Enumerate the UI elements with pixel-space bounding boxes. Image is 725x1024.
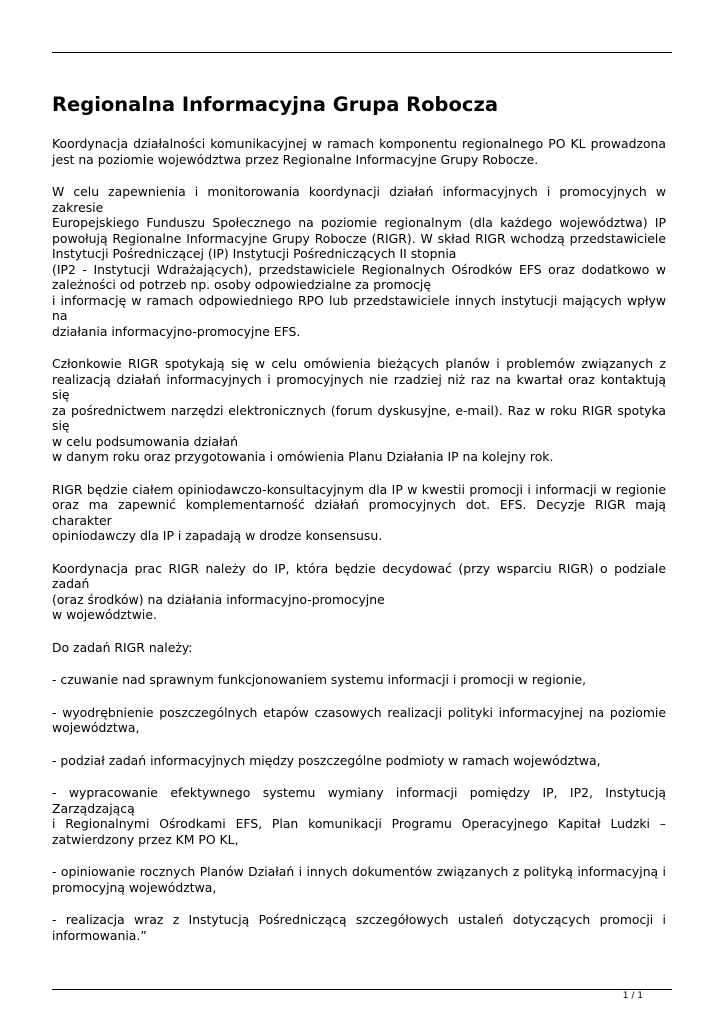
text-line: zatwierdzony przez KM PO KL, xyxy=(52,831,239,847)
paragraph xyxy=(52,640,666,656)
text-line: (oraz środków) na działania informacyjno-promocyjne xyxy=(52,591,385,607)
text-line: działania informacyjno-promocyjne EFS. xyxy=(52,323,301,339)
paragraph xyxy=(52,482,666,544)
text-line: - czuwanie nad sprawnym funkcjonowaniem systemu informacji i promocji w regionie, xyxy=(52,672,587,687)
text-line: Koordynacja działalności komunikacyjnej w ramach komponentu regionalnego PO KL prowadzona xyxy=(52,136,666,151)
header-rule xyxy=(52,52,672,53)
text-line: - wypracowanie efektywnego systemu wymiany informacji pomiędzy IP, IP2, Instytucją Zarządzającą xyxy=(52,785,666,816)
document-body xyxy=(52,90,666,960)
paragraph-list xyxy=(52,136,666,943)
text-line: W celu zapewnienia i monitorowania koordynacji działań informacyjnych i promocyjnych w zakresie xyxy=(52,184,666,215)
text-line: - podział zadań informacyjnych między poszczególne podmioty w ramach województwa, xyxy=(52,752,601,768)
footer-rule xyxy=(52,989,672,990)
paragraph xyxy=(52,785,666,847)
text-line: opiniodawczy dla IP i zapadają w drodze konsensusu. xyxy=(52,528,383,543)
text-line: Instytucji Pośredniczącej (IP) Instytucji Pośredniczących II stopnia xyxy=(52,246,457,261)
paragraph xyxy=(52,705,666,736)
paragraph xyxy=(52,136,666,167)
text-line: RIGR będzie ciałem opiniodawczo-konsultacyjnym dla IP w kwestii promocji i informacji w regionie xyxy=(52,481,666,497)
paragraph xyxy=(52,356,666,465)
text-line: realizacją działań informacyjnych i promocyjnych nie rzadziej niż raz na kwartał oraz kontaktują się xyxy=(52,371,666,402)
text-line: w danym roku oraz przygotowania i omówienia Planu Działania IP na kolejny rok. xyxy=(52,449,554,464)
text-line: województwa, xyxy=(52,720,140,735)
text-line: i informację w ramach odpowiedniego RPO lub przedstawiciele innych instytucji mających wpływ na xyxy=(52,292,666,323)
text-line: jest na poziomie województwa przez Regionalne Informacyjne Grupy Robocze. xyxy=(52,151,539,167)
text-line: (IP2 - Instytucji Wdrażających), przedstawiciele Regionalnych Ośrodków EFS oraz dodatkowo w xyxy=(52,261,666,277)
text-line: oraz ma zapewnić komplementarność działań promocyjnych dot. EFS. Decyzje RIGR mają charakter xyxy=(52,497,666,528)
paragraph xyxy=(52,184,666,339)
text-line: za pośrednictwem narzędzi elektronicznych (forum dyskusyjne, e-mail). Raz w roku RIGR spotyka się xyxy=(52,402,666,433)
text-line: Europejskiego Funduszu Społecznego na poziomie regionalnym (dla każdego województwa) IP xyxy=(52,215,666,230)
text-line: Koordynacja prac RIGR należy do IP, która będzie decydować (przy wsparciu RIGR) o podziale zadań xyxy=(52,560,666,591)
text-line: w województwie. xyxy=(52,607,157,622)
text-line: - realizacja wraz z Instytucją Pośredniczącą szczegółowych ustaleń dotyczących promocji i xyxy=(52,912,666,927)
text-line: powołują Regionalne Informacyjne Grupy Robocze (RIGR). W skład RIGR wchodzą przedstawiciele xyxy=(52,230,666,246)
text-line: Do zadań RIGR należy: xyxy=(52,639,193,655)
text-line: zależności od potrzeb np. osoby odpowiedzialne za promocję xyxy=(52,277,431,292)
text-line: Członkowie RIGR spotykają się w celu omówienia bieżących planów i problemów związanych z xyxy=(52,356,666,371)
page-number: 1 / 1 xyxy=(622,991,643,1001)
paragraph xyxy=(52,561,666,623)
text-line: - wyodrębnienie poszczególnych etapów czasowych realizacji polityki informacyjnej na poziomie xyxy=(52,704,666,720)
text-line: promocyjną województwa, xyxy=(52,879,217,895)
text-line: informowania.” xyxy=(52,927,147,943)
text-line: i Regionalnymi Ośrodkami EFS, Plan komunikacji Programu Operacyjnego Kapitał Ludzki – xyxy=(52,816,666,831)
paragraph xyxy=(52,753,666,769)
document-title: Regionalna Informacyjna Grupa Robocza xyxy=(52,93,498,116)
paragraph xyxy=(52,864,666,895)
text-line: - opiniowanie rocznych Planów Działań i innych dokumentów związanych z polityką informacyjną i xyxy=(52,864,666,879)
paragraph xyxy=(52,672,666,688)
paragraph xyxy=(52,912,666,943)
text-line: w celu podsumowania działań xyxy=(52,433,238,449)
